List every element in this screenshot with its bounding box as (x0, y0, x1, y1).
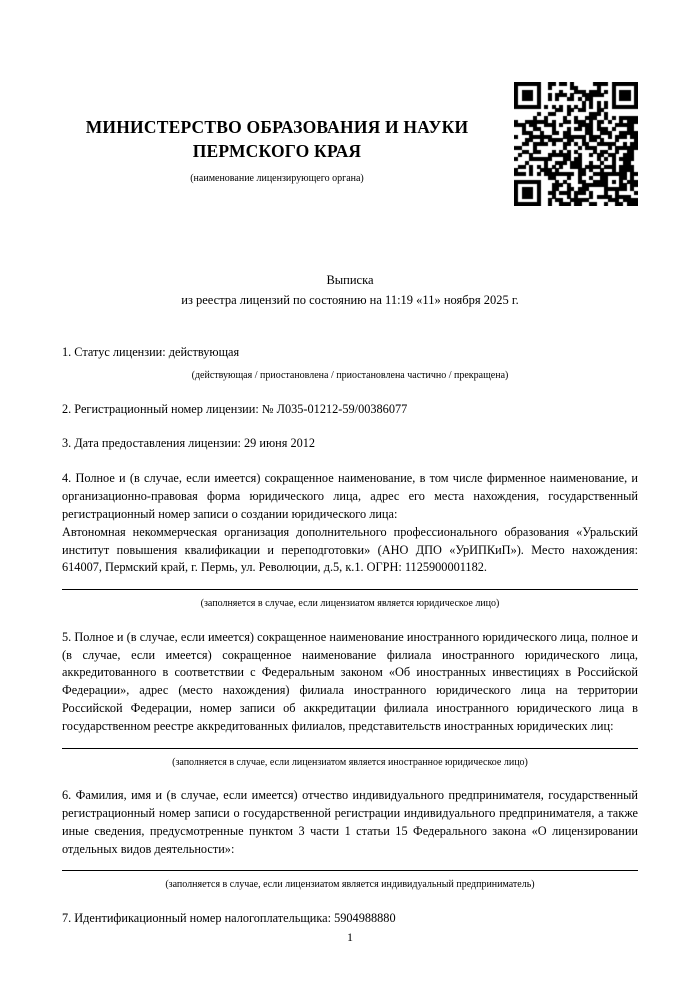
item-note: (заполняется в случае, если лицензиатом является иностранное юридическое лицо) (172, 756, 528, 768)
item-lead: 6. Фамилия, имя и (в случае, если имеется) отчество индивидуального предпринимателя, государственный регистрационный номер записи о государственной регистрации индивидуального предпринимателя, а также иные сведения, предусмотренные пунктом 3 части 1 статьи 15 Федерального закона «О лицензировании отдельных видов деятельности»: (62, 788, 638, 856)
list-item (62, 344, 638, 383)
item-lead: 3. Дата предоставления лицензии: 29 июня 2012 (62, 436, 316, 451)
divider (62, 748, 638, 749)
item-body: Автономная некоммерческая организация дополнительного профессионального образования «Уральский институт повышения квалификации и переподготовки» (АНО ДПО «УрИПКиП»). Место нахождения: 614007, Пермский край, г. Пермь, ул. Революции, д.5, к.1. ОГРН: 1125900001182. (62, 524, 638, 575)
item-lead: 2. Регистрационный номер лицензии: № Л035-01212-59/00386077 (62, 401, 408, 416)
document-items (62, 344, 638, 928)
list-item (62, 435, 638, 453)
divider (62, 589, 638, 590)
item-lead: 4. Полное и (в случае, если имеется) сокращенное наименование, в том числе фирменное наименование, и организационно-правовая форма юридического лица, адрес его места нахождения, государственный регистрационный номер записи о создании юридического лица: (62, 471, 638, 521)
document-title-line1: Выписка (326, 273, 374, 288)
list-item (62, 910, 638, 928)
page-title (62, 116, 492, 163)
item-note: (заполняется в случае, если лицензиатом является юридическое лицо) (200, 598, 500, 610)
org-name-line1: МИНИСТЕРСТВО ОБРАЗОВАНИЯ И НАУКИ (85, 117, 469, 137)
item-note: (действующая / приостановлена / приостановлена частично / прекращена) (191, 370, 509, 382)
item-note: (заполняется в случае, если лицензиатом является индивидуальный предприниматель) (165, 879, 535, 891)
page-number: 1 (347, 930, 353, 944)
org-caption: (наименование лицензирующего органа) (190, 173, 364, 185)
org-name-line2: ПЕРМСКОГО КРАЯ (192, 140, 362, 161)
list-item (62, 470, 638, 611)
list-item (62, 629, 638, 770)
item-lead: 5. Полное и (в случае, если имеется) сокращенное наименование иностранного юридического лица, полное и (в случае, если имеется) сокращенное наименование филиала иностранного юридического лица, аккредитованного в соответствии с Федеральным законом «Об иностранных инвестициях в Российской Федерации», адрес (место нахождения) филиала иностранного юридического лица на территории Российской Федерации, номер записи об аккредитации филиала иностранного юридического лица в государственном реестре аккредитованных филиалов, представительств иностранных юридических лиц: (62, 629, 638, 733)
document-title (62, 270, 638, 310)
list-item (62, 787, 638, 893)
item-lead: 7. Идентификационный номер налогоплательщика: 5904988880 (62, 910, 396, 925)
qr-code-icon (514, 82, 638, 206)
list-item (62, 401, 638, 419)
document-header (62, 0, 492, 184)
document-title-line2: из реестра лицензий по состоянию на 11:19 «11» ноября 2025 г. (181, 293, 519, 308)
item-lead: 1. Статус лицензии: действующая (62, 345, 240, 360)
divider (62, 870, 638, 871)
